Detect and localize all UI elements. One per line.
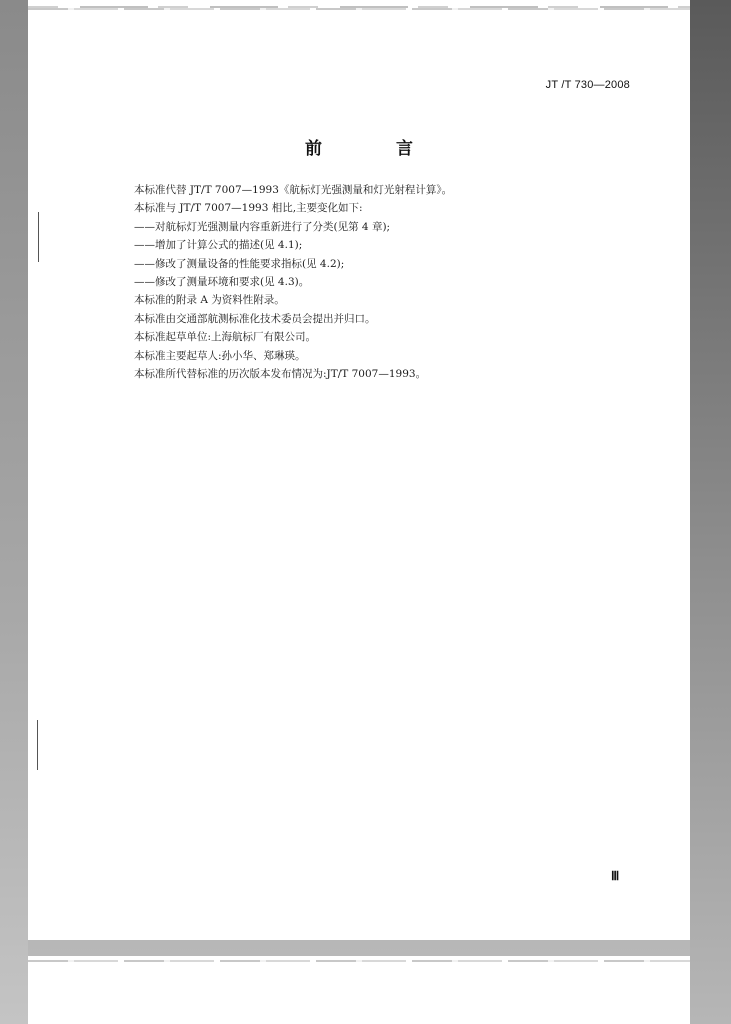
foreword-line: 本标准主要起草人:孙小华、郑琳瑛。 bbox=[134, 349, 306, 362]
next-document-page[interactable] bbox=[28, 956, 690, 1024]
foreword-line: 本标准代替 JT/T 7007—1993《航标灯光强测量和灯光射程计算》。 bbox=[134, 184, 453, 196]
document-page[interactable] bbox=[28, 0, 690, 940]
foreword-body bbox=[134, 181, 654, 383]
standard-code: JT /T 730—2008 bbox=[545, 79, 630, 91]
foreword-line: 本标准的附录 A 为资料性附录。 bbox=[134, 294, 285, 307]
foreword-line: 本标准起草单位:上海航标厂有限公司。 bbox=[134, 331, 317, 344]
page-title: 前 言 bbox=[305, 139, 447, 159]
foreword-line: ——修改了测量环境和要求(见 4.3)。 bbox=[134, 276, 310, 289]
scan-artifact-line bbox=[28, 960, 690, 962]
foreword-line: 本标准由交通部航测标准化技术委员会提出并归口。 bbox=[134, 312, 376, 325]
scan-artifact-line bbox=[28, 8, 690, 10]
foreword-line: ——增加了计算公式的描述(见 4.1); bbox=[134, 239, 303, 252]
foreword-line: ——修改了测量设备的性能要求指标(见 4.2); bbox=[134, 257, 345, 270]
viewer-left-margin bbox=[0, 0, 28, 1024]
scan-artifact-mark bbox=[38, 212, 39, 262]
viewer-right-margin bbox=[690, 0, 731, 1024]
foreword-line: 本标准所代替标准的历次版本发布情况为:JT/T 7007—1993。 bbox=[134, 368, 427, 381]
foreword-line: 本标准与 JT/T 7007—1993 相比,主要变化如下: bbox=[134, 202, 363, 215]
scan-artifact-mark bbox=[37, 720, 38, 770]
page-number: Ⅲ bbox=[611, 869, 620, 883]
foreword-line: ——对航标灯光强测量内容重新进行了分类(见第 4 章); bbox=[134, 220, 391, 233]
